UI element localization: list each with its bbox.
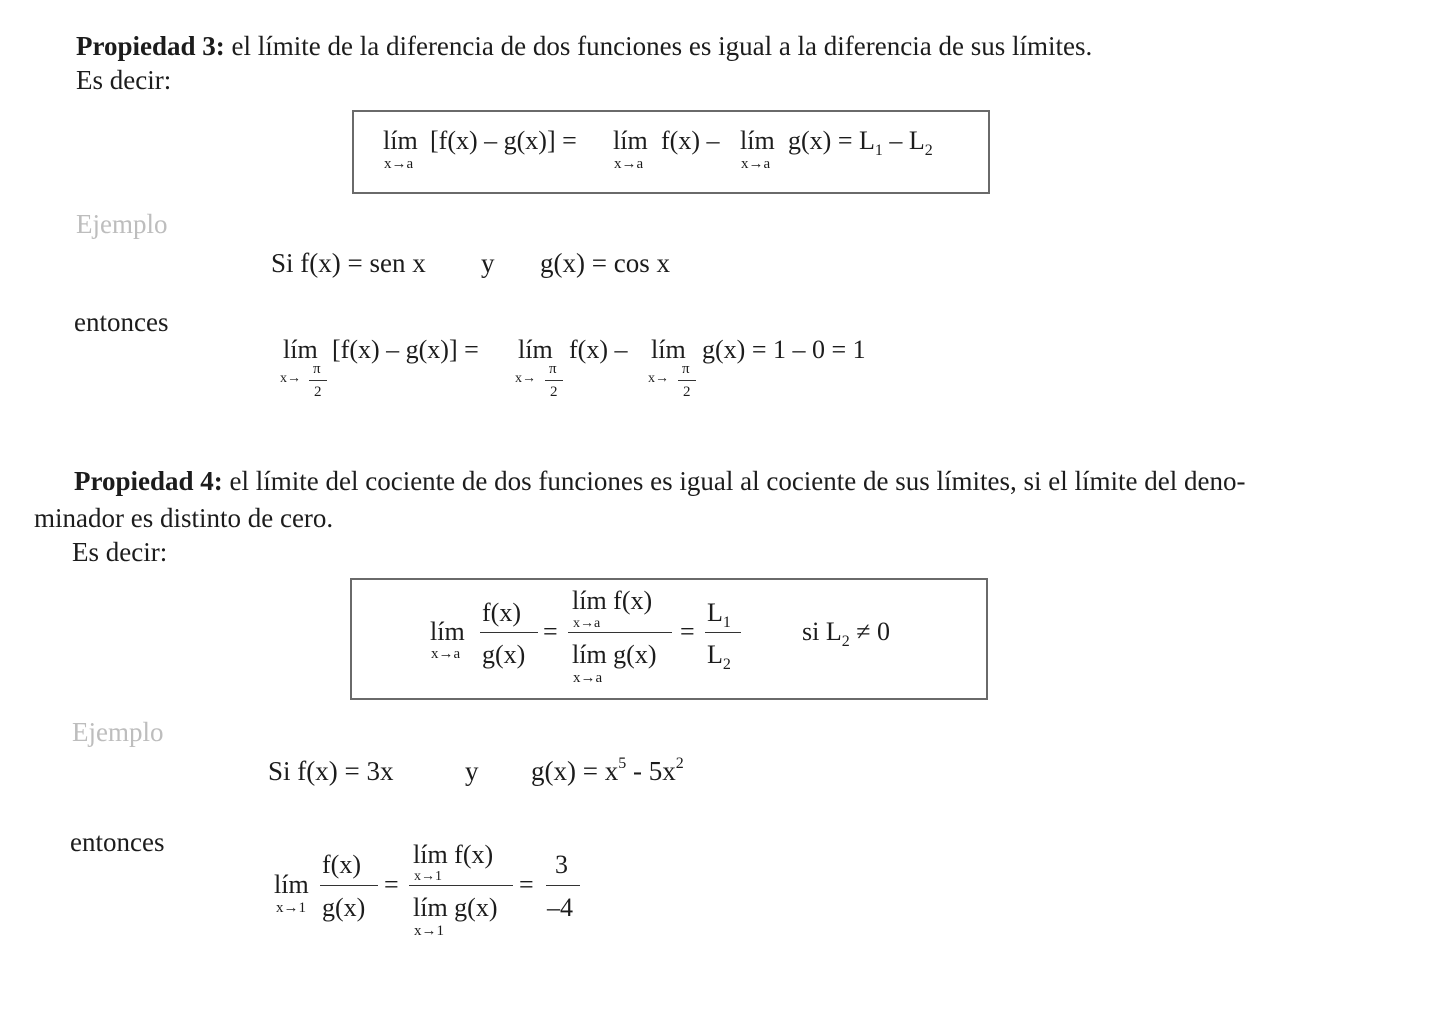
r2-fracline3 [546, 885, 580, 886]
r1-xarrow2: x→ [515, 371, 536, 386]
example-label-1: Ejemplo [76, 209, 168, 239]
r2-sub-bottom: x→1 [414, 923, 444, 939]
p4-formula-sub: x→a [431, 646, 461, 662]
r2-lim: lím [274, 870, 309, 899]
r1-xarrow3: x→ [648, 371, 669, 386]
example-2-g: $g(x) = x^5 - 5x^2$ [531, 755, 684, 786]
example-2-f: Si f(x) = 3x [268, 756, 394, 786]
r1-fracline3 [678, 380, 696, 381]
entonces-2: entonces [70, 827, 165, 857]
es-decir-2: Es decir: [72, 537, 168, 567]
p4-formula-condition: si $L_2 \ne 0$ [802, 617, 891, 650]
r2-num: 3 [555, 850, 568, 879]
es-decir-1: Es decir: [76, 65, 172, 95]
p4-formula-gx: g(x) [482, 640, 526, 669]
r1-t2: g(x) = 1 – 0 = 1 [702, 335, 866, 364]
r1-pi2: π [549, 361, 557, 377]
r1-pi3: π [682, 361, 690, 377]
r1-two1: 2 [314, 384, 322, 400]
example-1-y: y [481, 248, 495, 278]
p4-formula-L2: $L_2$ [707, 640, 731, 673]
p3-formula-sub1: x→a [384, 156, 414, 172]
p3-formula-lim2: lím [613, 126, 648, 155]
r1-pi1: π [313, 361, 321, 377]
property-3-statement [76, 30, 1092, 62]
r1-lim2: lím [518, 335, 553, 364]
example-2-y: y [465, 756, 479, 786]
r1-fracline2 [545, 380, 563, 381]
property-4-statement [74, 465, 1245, 497]
property-3-text: el límite de la diferencia de dos funciones es igual a la diferencia de sus límites. [224, 31, 1093, 61]
p4-formula-eq2: = [680, 617, 695, 646]
p3-formula-lim3: lím [740, 126, 775, 155]
property-4-text: el límite del cociente de dos funciones es igual al cociente de sus límites, si el límite del deno- [222, 466, 1246, 496]
p4-formula-sub-top: x→a [573, 616, 601, 631]
p4-formula-fracline1 [480, 632, 538, 633]
p4-formula-limfx: lím f(x) [572, 586, 653, 615]
p4-formula-fracline2 [568, 632, 672, 633]
r2-sub-top: x→1 [414, 869, 442, 884]
r2-limfx: lím f(x) [413, 840, 494, 869]
p4-formula-fx: f(x) [482, 598, 521, 627]
r2-sub: x→1 [276, 900, 306, 916]
r2-fracline2 [409, 885, 513, 886]
r2-eq2: = [519, 870, 534, 899]
property-4-text-cont: minador es distinto de cero. [34, 503, 334, 533]
p3-formula-t1: f(x) – [661, 126, 720, 155]
r2-fracline1 [320, 885, 378, 886]
r2-den: –4 [547, 893, 573, 922]
r1-fracline1 [309, 380, 327, 381]
r1-lim3: lím [651, 335, 686, 364]
p4-formula-limgx: lím g(x) [572, 640, 657, 669]
p4-formula-eq1: = [543, 617, 558, 646]
p3-formula-lhs: [f(x) – g(x)] = [430, 126, 577, 155]
p3-formula-sub3: x→a [741, 156, 771, 172]
p3-formula-sub2: x→a [614, 156, 644, 172]
r1-lhs: [f(x) – g(x)] = [332, 335, 479, 364]
property-3-title: Propiedad 3: [76, 31, 225, 61]
r2-gx: g(x) [322, 893, 366, 922]
example-1-g: g(x) = cos x [540, 248, 670, 278]
r1-two3: 2 [683, 384, 691, 400]
r1-xarrow1: x→ [280, 371, 301, 386]
property-4-title: Propiedad 4: [74, 466, 223, 496]
example-label-2: Ejemplo [72, 717, 164, 747]
p4-formula-fracline3 [705, 632, 741, 633]
r1-two2: 2 [550, 384, 558, 400]
r2-eq1: = [384, 870, 399, 899]
p4-formula-L1: $L_1$ [707, 598, 731, 631]
p3-formula-lim1: lím [383, 126, 418, 155]
r2-fx: f(x) [322, 850, 361, 879]
example-1-f: Si f(x) = sen x [271, 248, 426, 278]
p3-formula-rhs: $g(x) = L_1 - L_2$ [788, 126, 933, 159]
entonces-1: entonces [74, 307, 169, 337]
p4-formula-lim: lím [430, 617, 465, 646]
r1-lim1: lím [283, 335, 318, 364]
p4-formula-sub-bottom: x→a [573, 670, 603, 686]
r2-limgx: lím g(x) [413, 893, 498, 922]
r1-t1: f(x) – [569, 335, 628, 364]
